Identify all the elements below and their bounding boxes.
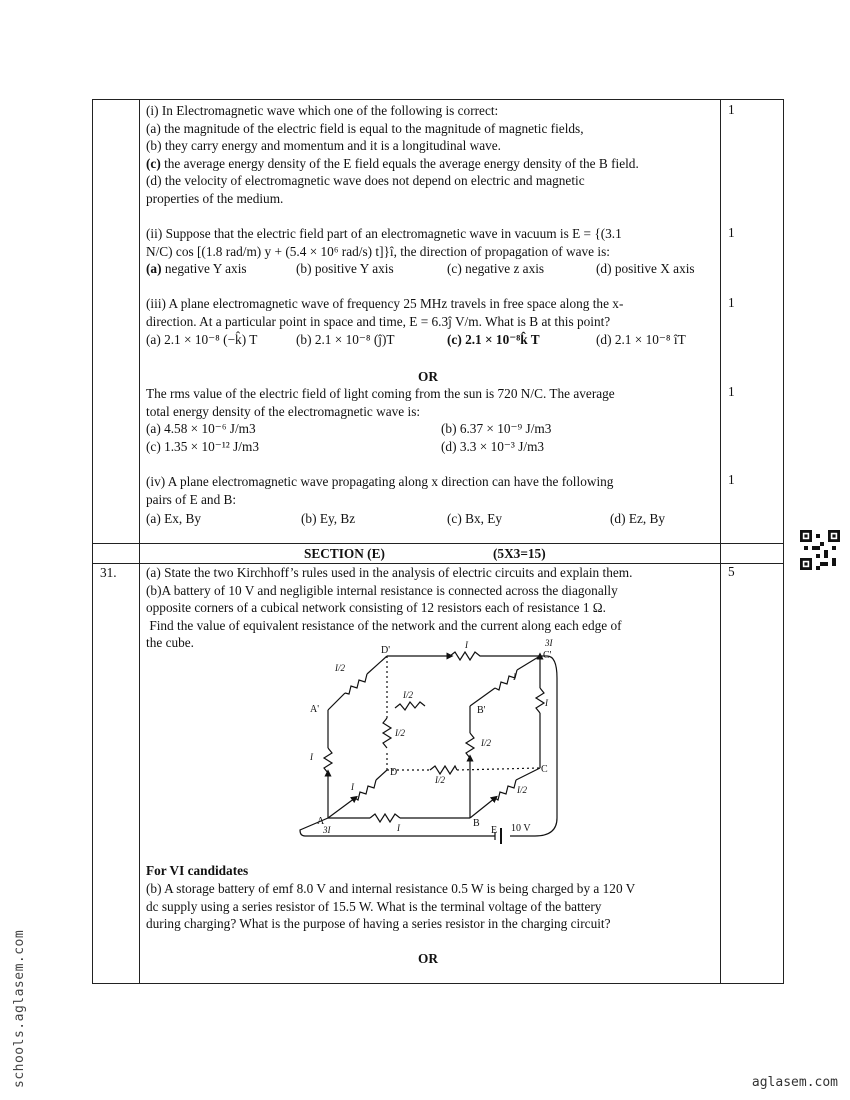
cube-circuit-diagram <box>295 638 565 848</box>
q30-iv-option-c: (c) Bx, Ey <box>447 511 503 526</box>
section-marks: (5X3=15) <box>493 546 546 561</box>
q30-ii-a-text: negative Y axis <box>161 261 247 276</box>
q30-iii-mark: 1 <box>728 295 735 310</box>
col-divider-marks <box>720 100 721 983</box>
label-current-total: 3I <box>545 638 553 648</box>
label-current: I/2 <box>335 663 345 673</box>
label-A: A <box>317 816 325 827</box>
q30-alt-line: total energy density of the electromagnetic wave is: <box>146 403 421 419</box>
label-current: I <box>310 752 313 762</box>
q30-i-line: properties of the medium. <box>146 190 284 206</box>
q31-a-line: (a) State the two Kirchhoff’s rules used in the analysis of electric circuits and explain them. <box>146 565 633 580</box>
section-title: SECTION (E) <box>304 546 385 561</box>
q30-ii-line: N/C) cos [(1.8 rad/m) y + (5.4 × 10⁶ rad/s) t]}î, the direction of propagation of wave is: <box>146 243 610 259</box>
vi-title: For VI candidates <box>146 863 249 878</box>
label-current: I/2 <box>481 738 491 748</box>
q30-iv-line: pairs of E and B: <box>146 491 237 507</box>
label-current: I <box>351 782 354 792</box>
q30-iv-option-b: (b) Ey, Bz <box>301 511 356 526</box>
q30-i-mark: 1 <box>728 102 735 117</box>
side-watermark: schools.aglasem.com <box>12 929 27 1088</box>
q30-i-c-text: the average energy density of the E field equals the average energy density of the B field. <box>160 155 639 171</box>
label-current: I/2 <box>435 775 445 785</box>
label-D: D <box>390 767 398 778</box>
q30-ii-mark: 1 <box>728 225 735 240</box>
q30-alt-option-c: (c) 1.35 × 10⁻¹² J/m3 <box>146 439 259 454</box>
q30-iv-option-a: (a) Ex, By <box>146 511 202 526</box>
col-divider-number <box>139 100 140 983</box>
row-divider-1 <box>93 543 783 544</box>
q30-i-line: (d) the velocity of electromagnetic wave does not depend on electric and magnetic <box>146 173 585 188</box>
q30-ii-a-label: (a) <box>146 261 162 276</box>
label-current: I <box>545 698 548 708</box>
q30-ii-line: (ii) Suppose that the electric field part of an electromagnetic wave in vacuum is E = {(3.1 <box>146 226 622 241</box>
q30-iv-block <box>146 473 716 508</box>
q30-alt-option-d: (d) 3.3 × 10⁻³ J/m3 <box>441 439 545 454</box>
label-current: I/2 <box>395 728 405 738</box>
q30-i-line: (i) In Electromagnetic wave which one of the following is correct: <box>146 103 499 118</box>
q30-alt-line: The rms value of the electric field of light coming from the sun is 720 N/C. The average <box>146 386 615 401</box>
q30-ii-option-b: (b) positive Y axis <box>296 261 394 276</box>
q30-i-c-label: (c) <box>146 155 161 171</box>
label-current: I <box>465 640 468 650</box>
label-battery: 10 V <box>511 823 531 834</box>
label-B-prime: B' <box>477 705 486 716</box>
q30-iv-mark: 1 <box>728 472 735 487</box>
q30-i-option-c <box>146 155 716 173</box>
q30-or-label: OR <box>418 369 438 384</box>
q30-iv-line: (iv) A plane electromagnetic wave propagating along x direction can have the following <box>146 474 614 489</box>
q30-iii-option-b: (b) 2.1 × 10⁻⁸ (ĵ)T <box>296 332 395 347</box>
q30-i-line: (a) the magnitude of the electric field is equal to the magnitude of magnetic fields, <box>146 120 584 136</box>
q31-mark: 5 <box>728 564 735 579</box>
q30-iii-line: direction. At a particular point in space and time, E = 6.3ĵ V/m. What is B at this point? <box>146 313 611 329</box>
q30-ii-option-a <box>146 260 247 278</box>
q30-ii-block <box>146 225 716 260</box>
q30-alt-option-b: (b) 6.37 × 10⁻⁹ J/m3 <box>441 421 552 436</box>
q30-iii-block <box>146 295 716 330</box>
label-C: C <box>541 764 548 775</box>
label-C-prime: C' <box>543 650 552 661</box>
label-current: I/2 <box>517 785 527 795</box>
vi-line: during charging? What is the purpose of having a series resistor in the charging circuit? <box>146 916 611 931</box>
label-D-prime: D' <box>381 645 391 656</box>
q30-i-block <box>146 102 716 207</box>
q30-iii-option-a: (a) 2.1 × 10⁻⁸ (−k̂) T <box>146 332 258 347</box>
q30-iii-option-d: (d) 2.1 × 10⁻⁸ îT <box>596 332 686 347</box>
q31-b-line: the cube. <box>146 635 194 650</box>
vi-block <box>146 880 716 933</box>
q31-b-line: opposite corners of a cubical network consisting of 12 resistors each of resistance 1 Ω. <box>146 600 606 615</box>
qr-code-icon <box>800 530 840 570</box>
label-A-prime: A' <box>310 704 320 715</box>
label-current: I <box>397 823 400 833</box>
q30-iv-option-d: (d) Ez, By <box>610 511 666 526</box>
q30-iii-line: (iii) A plane electromagnetic wave of frequency 25 MHz travels in free space along the x- <box>146 296 624 311</box>
corner-watermark: aglasem.com <box>751 1075 838 1090</box>
q30-ii-option-c: (c) negative z axis <box>447 261 545 276</box>
q30-alt-mark: 1 <box>728 384 735 399</box>
label-current: I <box>513 672 516 682</box>
vi-line: dc supply using a series resistor of 15.5 W. What is the terminal voltage of the battery <box>146 898 602 914</box>
label-current-total: 3I <box>323 825 331 835</box>
q30-ii-option-d: (d) positive X axis <box>596 261 695 276</box>
q31-number: 31. <box>100 565 117 580</box>
label-E: E <box>491 825 498 836</box>
q31-or-label: OR <box>418 951 438 966</box>
q30-iii-option-c: (c) 2.1 × 10⁻⁸k̂ T <box>447 332 540 347</box>
label-B: B <box>473 818 480 829</box>
vi-line: (b) A storage battery of emf 8.0 V and internal resistance 0.5 W is being charged by a 120 V <box>146 881 636 896</box>
q30-alt-block <box>146 385 716 420</box>
label-current: I/2 <box>403 690 413 700</box>
q30-alt-option-a: (a) 4.58 × 10⁻⁶ J/m3 <box>146 421 256 436</box>
q30-i-line: (b) they carry energy and momentum and it is a longitudinal wave. <box>146 138 501 153</box>
q31-b-line: (b)A battery of 10 V and negligible internal resistance is connected across the diagonally <box>146 582 618 598</box>
q31-b-line: Find the value of equivalent resistance of the network and the current along each edge of <box>146 617 622 633</box>
